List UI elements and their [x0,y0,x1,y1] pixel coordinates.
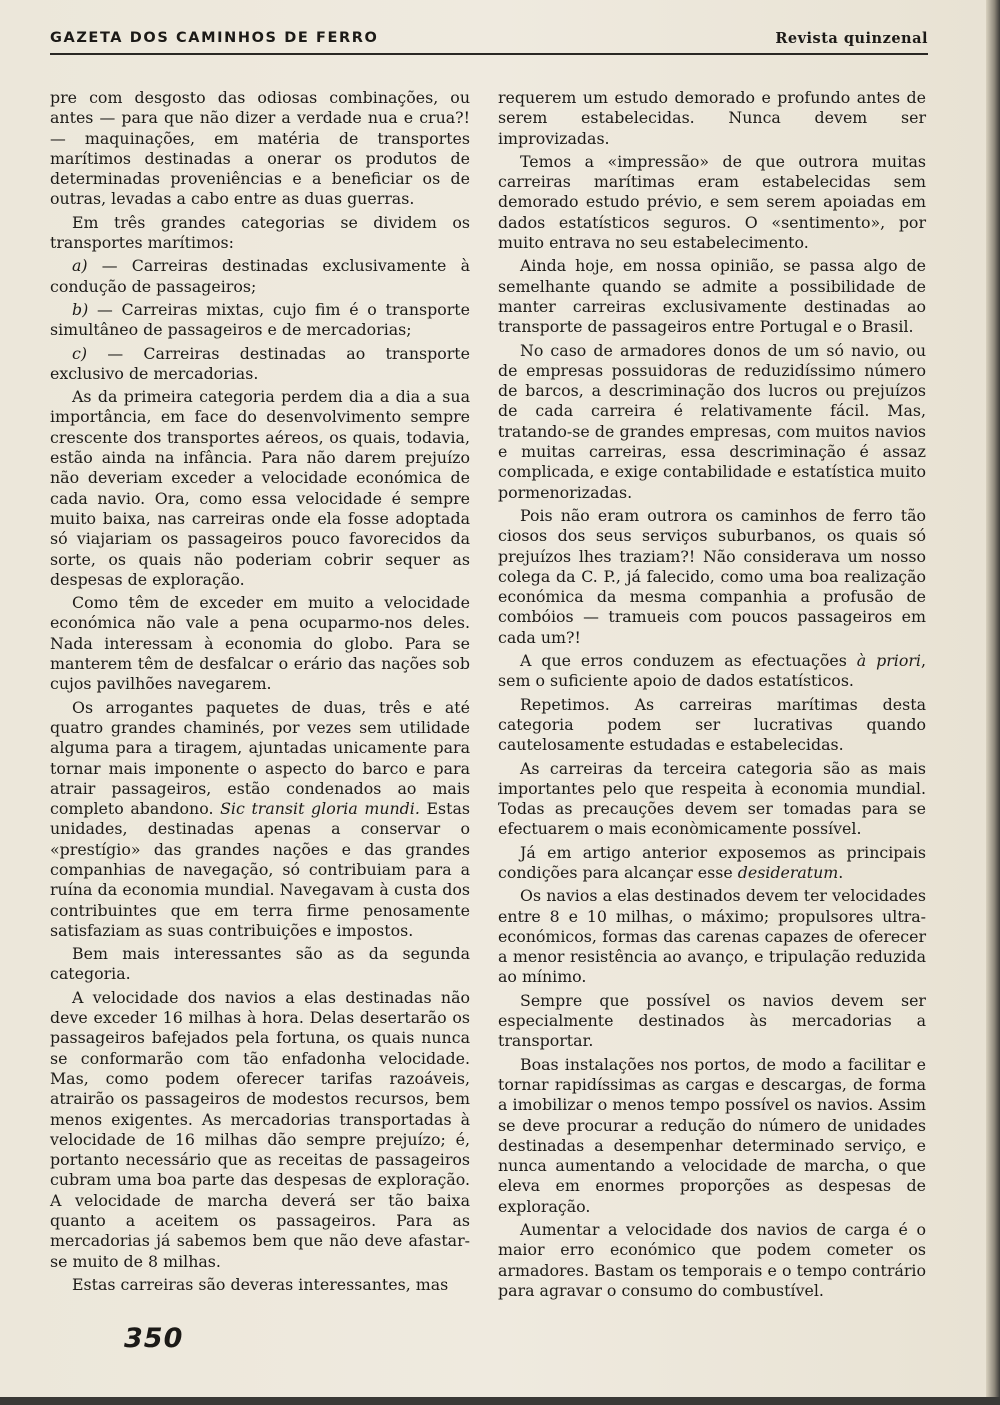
paragraph: No caso de armadores donos de um só navio, ou de empresas possuidoras de reduzidíssimo número de barcos, a descriminação dos lucros ou prejuízos de cada carreira é relativamente fácil. Mas, tratando-se de grandes empresas, com muitos navios e muitas carreiras, essa descriminação é assaz complicada, e exige contabilidade e estatística muito pormenorizadas. [498,340,926,502]
paragraph: b) — Carreiras mixtas, cujo fim é o transporte simultâneo de passageiros e de mercadorias; [50,299,470,340]
paragraph: Em três grandes categorias se dividem os transportes marítimos: [50,212,470,253]
paragraph: Pois não eram outrora os caminhos de ferro tão ciosos dos seus serviços suburbanos, os quais só prejuízos lhes traziam?! Não considerava um nosso colega da C. P., já falecido, como uma boa realização económica da mesma companhia a profusão de combóios — tramueis com poucos passageiros em cada um?! [498,505,926,647]
scan-edge-shadow [986,0,1000,1405]
paragraph: a) — Carreiras destinadas exclusivamente à condução de passageiros; [50,256,470,296]
paragraph: Boas instalações nos portos, de modo a facilitar e tornar rapidíssimas as cargas e descargas, de forma a imobilizar o menos tempo possível os navios. Assim se deve procurar a redução do número de unidades destinadas a desempenhar determinado serviço, e nunca aumentando a velocidade de marcha, o que eleva em enormes proporções as despesas de exploração. [498,1054,926,1216]
page-number: 350 [124,1323,184,1354]
header-rule [50,53,928,55]
page-header [50,26,928,56]
paragraph: A que erros conduzem as efectuações à priori, sem o suficiente apoio de dados estatísticos. [498,651,926,691]
paragraph: Bem mais interessantes são as da segunda categoria. [50,944,470,984]
publication-subtitle: Revista quinzenal [775,30,928,47]
scan-bottom-edge [0,1397,1000,1405]
paragraph: Aumentar a velocidade dos navios de carga é o maior erro económico que podem cometer os armadores. Bastam os temporais e o tempo contrário para agravar o consumo do combustível. [498,1220,926,1300]
paragraph: Repetimos. As carreiras marítimas desta categoria podem ser lucrativas quando cautelosamente estudadas e estabelecidas. [498,694,926,755]
paragraph: Os navios a elas destinados devem ter velocidades entre 8 e 10 milhas, o máximo; propulsores ultra-económicos, formas das carenas capazes de oferecer a menor resistência ao avanço, e tripulação reduzida ao mínimo. [498,886,926,987]
paragraph: A velocidade dos navios a elas destinadas não deve exceder 16 milhas à hora. Delas desertarão os passageiros bafejados pela fortuna, os quais nunca se conformarão com tão enfadonha velocidade. Mas, como podem oferecer tarifas razoáveis, atrairão os passageiros de modestos recursos, bem menos exigentes. As mercadorias transportadas à velocidade de 16 milhas dão sempre prejuízo; é, portanto necessário que as receitas de passageiros cubram uma boa parte das despesas de exploração. A velocidade de marcha deverá ser tão baixa quanto a aceitem os passageiros. Para as mercadorias já sabemos bem que não deve afastar-se muito de 8 milhas. [50,987,470,1271]
paragraph: pre com desgosto das odiosas combinações, ou antes — para que não dizer a verdade nua e crua?! — maquinações, em matéria de transportes marítimos destinadas a onerar os produtos de determinadas proveniências e a beneficiar os de outras, levadas a cabo entre as duas guerras. [50,88,470,209]
paragraph: Ainda hoje, em nossa opinião, se passa algo de semelhante quando se admite a possibilidade de manter carreiras exclusivamente destinadas ao transporte de passageiros entre Portugal e o Brasil. [498,256,926,337]
paragraph: Já em artigo anterior exposemos as principais condições para alcançar esse desideratum. [498,842,926,882]
paragraph: Temos a «impressão» de que outrora muitas carreiras marítimas eram estabelecidas sem demorado estudo prévio, e sem serem apoiadas em dados estatísticos seguros. O «sentimento», por muito entrava no seu estabelecimento. [498,151,926,253]
paragraph: Os arrogantes paquetes de duas, três e até quatro grandes chaminés, por vezes sem utilidade alguma para a tiragem, ajuntadas unicamente para tornar mais imponente o aspecto do barco e para atrair passageiros, estão condenados ao mais completo abandono. Sic transit gloria mundi. Estas unidades, destinadas apenas a conservar o «prestígio» das grandes nações e das grandes companhias de navegação, só contribuiam para a ruína da economia mundial. Navegavam à custa dos contribuintes que em terra firme penosamente satisfaziam as suas contribuições e impostos. [50,697,470,940]
right-column [498,88,926,1301]
paragraph: As da primeira categoria perdem dia a dia a sua importância, em face do desenvolvimento sempre crescente dos transportes aéreos, os quais, todavia, estão ainda na infância. Para não darem prejuízo não deveriam exceder a velocidade económica de cada navio. Ora, como essa velocidade é sempre muito baixa, nas carreiras onde ela fosse adoptada só viajariam os passageiros pouco favorecidos da sorte, os quais não poderiam cobrir sequer as despesas de exploração. [50,387,470,589]
paragraph: c) — Carreiras destinadas ao transporte exclusivo de mercadorias. [50,343,470,383]
paragraph: Sempre que possível os navios devem ser especialmente destinados às mercadorias a transportar. [498,990,926,1051]
left-column [50,88,470,1295]
paragraph: requerem um estudo demorado e profundo antes de serem estabelecidas. Nunca devem ser improvizadas. [498,88,926,148]
publication-title: GAZETA DOS CAMINHOS DE FERRO [50,30,379,46]
paragraph: Como têm de exceder em muito a velocidade económica não vale a pena ocuparmo-nos deles. Nada interessam à economia do globo. Para se manterem têm de desfalcar o erário das nações sob cujos pavilhões navegarem. [50,593,470,694]
paragraph: As carreiras da terceira categoria são as mais importantes pelo que respeita à economia mundial. Todas as precauções devem ser tomadas para se efectuarem o mais econòmicamente possível. [498,758,926,839]
paragraph: Estas carreiras são deveras interessantes, mas [72,1274,449,1294]
